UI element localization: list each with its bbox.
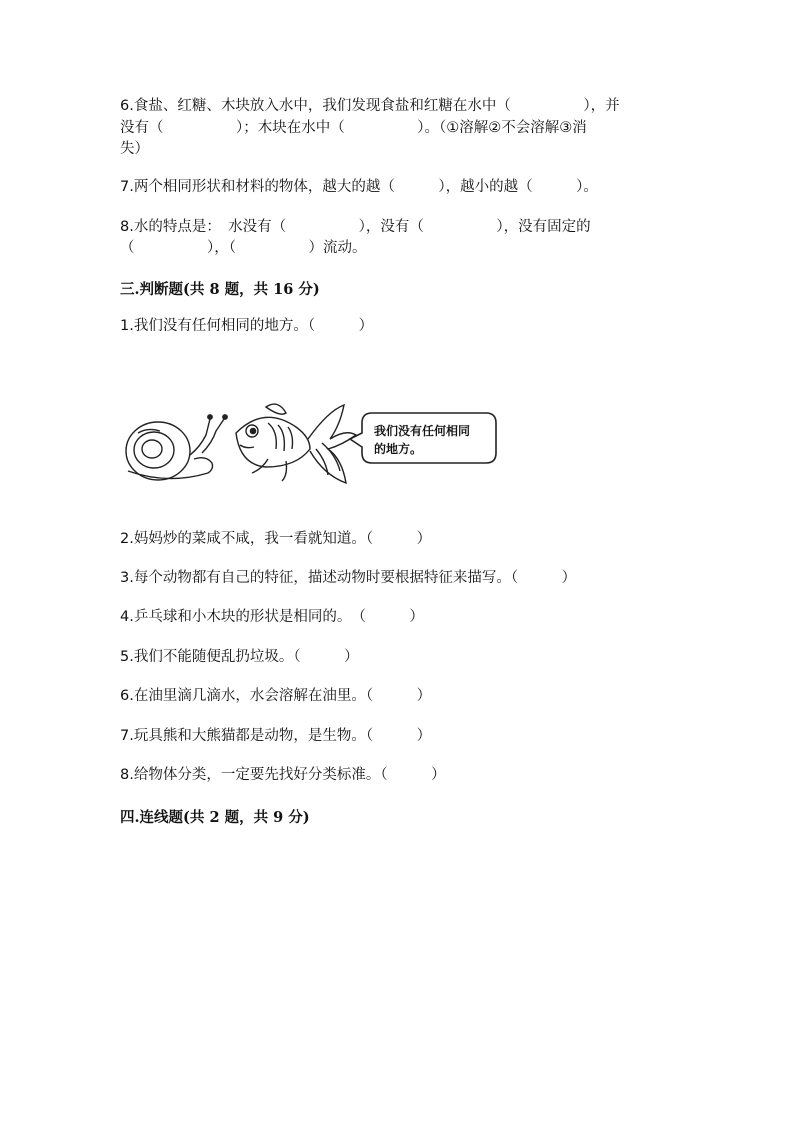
speech-bubble-line-2: 的地方。 (374, 442, 423, 456)
judge-question-3: 3.每个动物都有自己的特征，描述动物时要根据特征来描写。（ ） (120, 570, 577, 586)
speech-bubble-line-1: 我们没有任何相同 (374, 424, 471, 438)
judge-question-1: 1.我们没有任何相同的地方。（ ） (120, 318, 374, 334)
judge-question-5: 5.我们不能随便乱扔垃圾。（ ） (120, 649, 359, 665)
judge-question-6: 6.在油里滴几滴水，水会溶解在油里。（ ） (120, 688, 432, 704)
snail-fish-illustration (118, 393, 500, 493)
q8-line-2: （ ），（ ）流动。 (120, 240, 367, 256)
speech-bubble (350, 413, 496, 463)
q7-line: 7.两个相同形状和材料的物体，越大的越（ ），越小的越（ ）。 (120, 179, 598, 195)
goldfish-icon (236, 404, 356, 483)
judge-question-8: 8.给物体分类，一定要先找好分类标准。（ ） (120, 767, 446, 783)
judge-question-4: 4.乒乓球和小木块的形状是相同的。 （ ） (120, 609, 424, 625)
snail-icon (126, 415, 227, 480)
q6-line-2: 没有（ ）；木块在水中（ ）。（①溶解②不会溶解③消 (120, 120, 587, 136)
judge-question-7: 7.玩具熊和大熊猫都是动物，是生物。（ ） (120, 728, 432, 744)
section-4-title: 四.连线题(共 2 题，共 9 分) (120, 809, 310, 826)
q8-line-1: 8.水的特点是： 水没有（ ），没有（ ），没有固定的 (120, 219, 591, 235)
judge-question-2: 2.妈妈炒的菜咸不咸，我一看就知道。（ ） (120, 531, 432, 547)
q6-line-1: 6.食盐、红糖、木块放入水中，我们发现食盐和红糖在水中（ ），并 (120, 98, 620, 114)
q6-line-3: 失） (120, 141, 149, 157)
section-3-title: 三.判断题(共 8 题，共 16 分) (120, 281, 320, 298)
